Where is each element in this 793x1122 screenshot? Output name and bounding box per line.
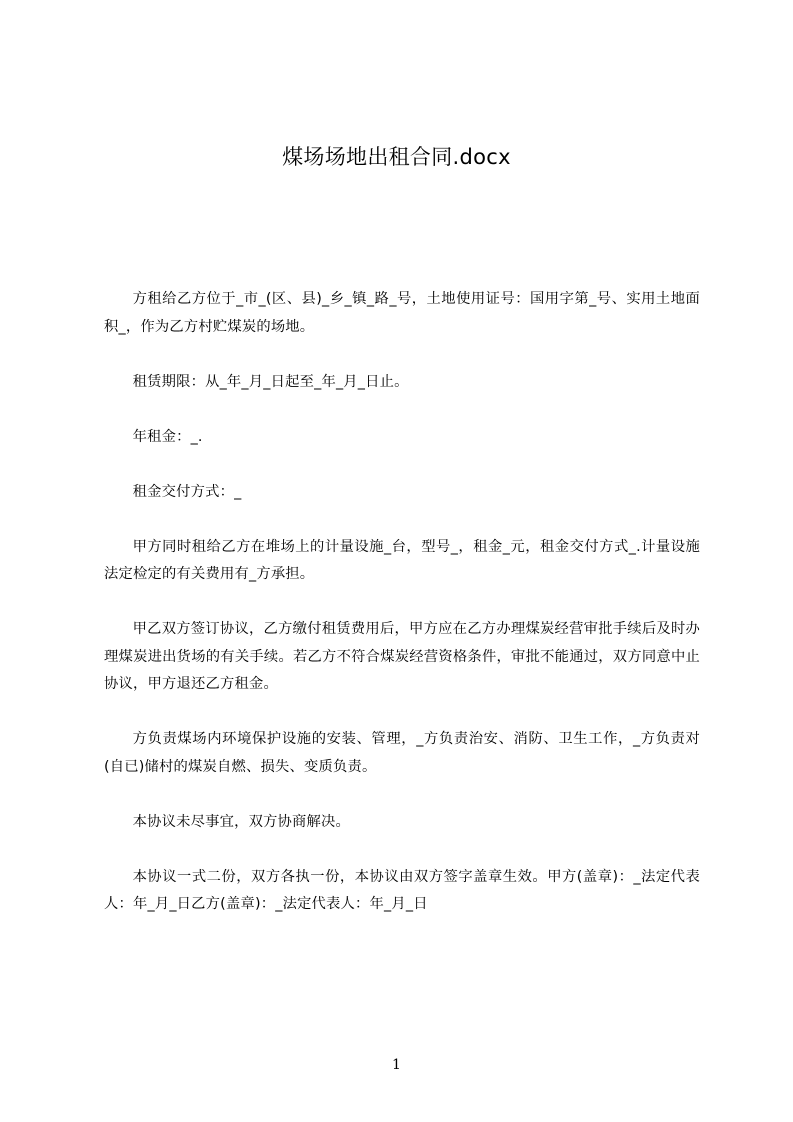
paragraph-metering-equipment: 甲方同时租给乙方在堆场上的计量设施_台，型号_，租金_元，租金交付方式_.计量设施法定检定的有关费用有_方承担。: [104, 538, 700, 582]
paragraph-lease-term: 租赁期限：从_年_月_日起至_年_月_日止。: [132, 373, 409, 390]
document-title: 煤场场地出租合同.docx: [282, 145, 511, 169]
paragraph-signatures: 本协议一式二份，双方各执一份，本协议由双方签字盖章生效。甲方(盖章)：_法定代表人：年_月_日乙方(盖章)：_法定代表人：年_月_日: [104, 868, 700, 912]
paragraph-annual-rent: 年租金：_.: [132, 428, 203, 445]
paragraph-unresolved-matters: 本协议未尽事宜，双方协商解决。: [132, 813, 351, 830]
paragraph-lease-site: 方租给乙方位于_市_(区、县)_乡_镇_路_号，土地使用证号：国用字第_号、实用土地面积_，作为乙方村贮煤炭的场地。: [104, 291, 700, 335]
paragraph-responsibilities: 方负责煤场内环境保护设施的安装、管理，_方负责治安、消防、卫生工作，_方负责对(自已)储村的煤炭自燃、损失、变质负责。: [104, 731, 700, 775]
document-body: [104, 286, 700, 946]
paragraph-approval-procedures: 甲乙双方签订协议，乙方缴付租赁费用后，甲方应在乙方办理煤炭经营审批手续后及时办理煤炭进出货场的有关手续。若乙方不符合煤炭经营资格条件，审批不能通过，双方同意中止协议，甲方退还乙方租金。: [104, 621, 700, 692]
paragraph-payment-method: 租金交付方式：_: [132, 483, 242, 500]
page-number: 1: [392, 1057, 401, 1073]
